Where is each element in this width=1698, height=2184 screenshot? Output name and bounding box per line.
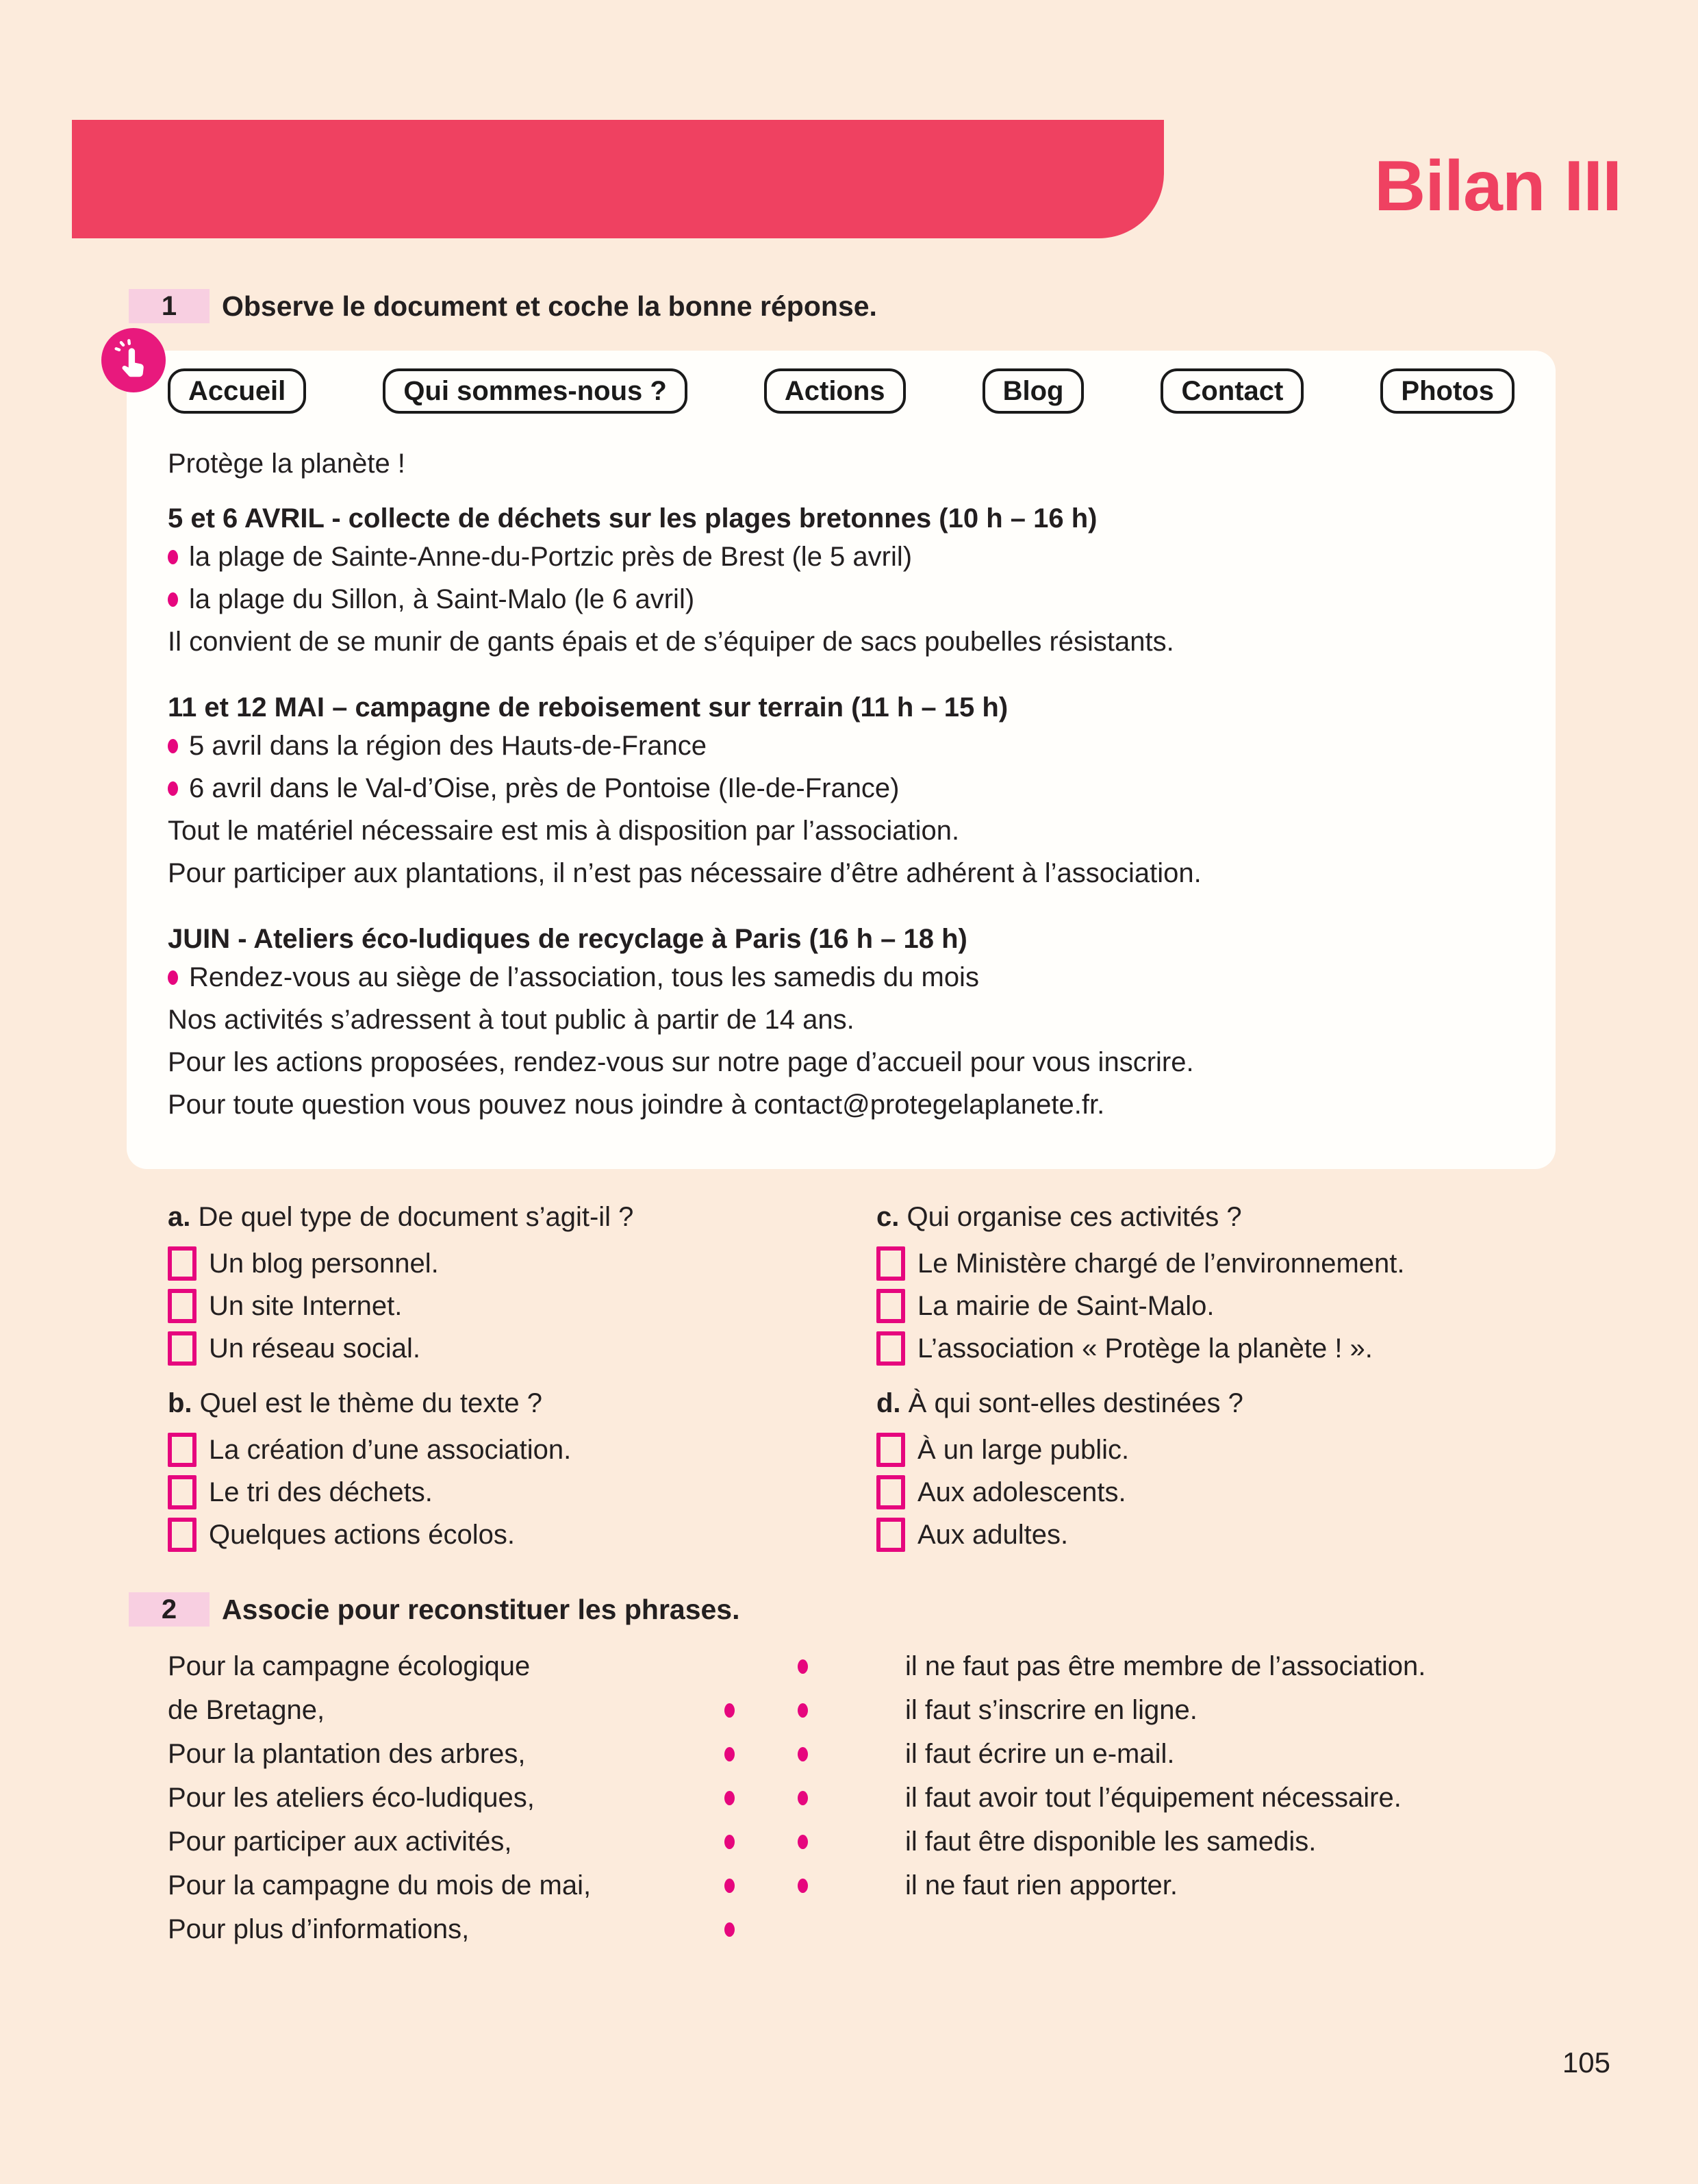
match-right-dot[interactable] (798, 1879, 808, 1893)
match-left-dot[interactable] (724, 1835, 735, 1849)
exercise-2-number: 2 (129, 1592, 210, 1627)
question-b (168, 1386, 876, 1556)
checkbox[interactable] (168, 1331, 197, 1366)
bullet-dot-icon (168, 592, 178, 607)
match-right-text: il faut avoir tout l’équipement nécessaire. (905, 1782, 1402, 1813)
match-left-dot[interactable] (724, 1747, 735, 1761)
section-note: Tout le matériel nécessaire est mis à disposition par l’association. (168, 816, 960, 846)
match-right-dot[interactable] (798, 1659, 808, 1674)
answer-option: Un réseau social. (168, 1327, 876, 1370)
match-left-text: Pour la campagne du mois de mai, (168, 1870, 592, 1900)
bullet-item: 5 avril dans la région des Hauts-de-France (168, 725, 1515, 767)
checkbox[interactable] (876, 1289, 905, 1323)
question-text: Qui organise ces activités ? (907, 1202, 1242, 1232)
match-left-text: Pour plus d’informations, (168, 1913, 470, 1944)
match-left-text: de Bretagne, (168, 1694, 325, 1725)
match-right-dot[interactable] (798, 1747, 808, 1761)
site-nav (168, 368, 1515, 414)
match-row (168, 1863, 1530, 1907)
nav-item-actions[interactable]: Actions (764, 368, 906, 414)
match-right-text: il faut écrire un e-mail. (905, 1738, 1175, 1769)
match-row (168, 1820, 1530, 1863)
exercise-1-title: Observe le document et coche la bonne réponse. (222, 290, 877, 322)
match-row (168, 1644, 1530, 1688)
match-right-dot[interactable] (798, 1835, 808, 1849)
match-left-dot[interactable] (724, 1703, 735, 1718)
bullet-item: Rendez-vous au siège de l’association, tous les samedis du mois (168, 956, 1515, 999)
match-row (168, 1732, 1530, 1776)
exercise-1-number: 1 (129, 289, 210, 323)
checkbox[interactable] (876, 1475, 905, 1509)
question-text: De quel type de document s’agit-il ? (198, 1202, 634, 1232)
checkbox[interactable] (168, 1518, 197, 1552)
answer-option: Le Ministère chargé de l’environnement. (876, 1242, 1530, 1285)
question-label: c. (876, 1202, 900, 1232)
section-note: Il convient de se munir de gants épais et de s’équiper de sacs poubelles résistants. (168, 627, 1174, 657)
answer-option: À un large public. (876, 1429, 1530, 1471)
question-label: a. (168, 1202, 191, 1232)
checkbox[interactable] (168, 1289, 197, 1323)
answer-option: Quelques actions écolos. (168, 1514, 876, 1556)
checkbox[interactable] (876, 1246, 905, 1281)
bullet-item: 6 avril dans le Val-d’Oise, près de Pontoise (Ile-de-France) (168, 767, 1515, 809)
nav-item-blog[interactable]: Blog (983, 368, 1085, 414)
page-number: 105 (1562, 2046, 1610, 2079)
doc-section-avril (168, 501, 1515, 663)
checkbox[interactable] (876, 1433, 905, 1467)
match-row (168, 1688, 1530, 1732)
question-d (876, 1386, 1530, 1556)
answer-option: Un site Internet. (168, 1285, 876, 1327)
match-left-text: Pour les ateliers éco-ludiques, (168, 1782, 535, 1813)
answer-option: Aux adolescents. (876, 1471, 1530, 1514)
question-label: d. (876, 1388, 901, 1418)
nav-item-contact[interactable]: Contact (1161, 368, 1304, 414)
checkbox[interactable] (168, 1475, 197, 1509)
answer-option: Un blog personnel. (168, 1242, 876, 1285)
match-left-text: Pour la campagne écologique (168, 1650, 531, 1681)
checkbox[interactable] (876, 1518, 905, 1552)
match-right-dot[interactable] (798, 1703, 808, 1718)
match-right-text: il faut s’inscrire en ligne. (905, 1694, 1198, 1725)
answer-option: Aux adultes. (876, 1514, 1530, 1556)
page-title: Bilan III (1374, 147, 1621, 226)
header-banner (72, 120, 1164, 238)
match-left-dot[interactable] (724, 1922, 735, 1937)
checkbox[interactable] (876, 1331, 905, 1366)
answer-option: Le tri des déchets. (168, 1471, 876, 1514)
nav-item-qui-sommes-nous[interactable]: Qui sommes-nous ? (383, 368, 687, 414)
question-label: b. (168, 1388, 192, 1418)
nav-item-photos[interactable]: Photos (1380, 368, 1515, 414)
match-left-dot[interactable] (724, 1791, 735, 1805)
exercise-1-header (129, 289, 877, 323)
question-text: À qui sont-elles destinées ? (908, 1388, 1243, 1418)
section-heading: JUIN - Ateliers éco-ludiques de recyclage à Paris (16 h – 18 h) (168, 924, 967, 954)
bullet-dot-icon (168, 781, 178, 796)
bullet-item: la plage de Sainte-Anne-du-Portzic près de Brest (le 5 avril) (168, 536, 1515, 578)
section-note: Pour toute question vous pouvez nous joindre à contact@protegelaplanete.fr. (168, 1090, 1105, 1120)
question-text: Quel est le thème du texte ? (199, 1388, 542, 1418)
section-note: Nos activités s’adressent à tout public à partir de 14 ans. (168, 1005, 854, 1035)
match-row (168, 1907, 1530, 1951)
exercise-2-header (129, 1592, 740, 1627)
exercise-2-title: Associe pour reconstituer les phrases. (222, 1593, 740, 1625)
section-note: Pour les actions proposées, rendez-vous sur notre page d’accueil pour vous inscrire. (168, 1047, 1194, 1077)
doc-section-mai (168, 690, 1515, 894)
checkbox[interactable] (168, 1433, 197, 1467)
checkbox[interactable] (168, 1246, 197, 1281)
questions (168, 1200, 1530, 1556)
nav-item-accueil[interactable]: Accueil (168, 368, 306, 414)
match-right-text: il ne faut rien apporter. (905, 1870, 1178, 1900)
match-right-text: il faut être disponible les samedis. (905, 1826, 1317, 1857)
answer-option: L’association « Protège la planète ! ». (876, 1327, 1530, 1370)
answer-option: La création d’une association. (168, 1429, 876, 1471)
match-row (168, 1776, 1530, 1820)
bullet-dot-icon (168, 739, 178, 753)
match-right-dot[interactable] (798, 1791, 808, 1805)
section-note: Pour participer aux plantations, il n’est pas nécessaire d’être adhérent à l’association. (168, 858, 1202, 888)
doc-section-juin (168, 922, 1515, 1126)
match-right-text: il ne faut pas être membre de l’association. (905, 1650, 1426, 1681)
matching-exercise (168, 1644, 1530, 1951)
match-left-text: Pour la plantation des arbres, (168, 1738, 526, 1769)
click-hand-icon (101, 328, 166, 392)
question-a (168, 1200, 876, 1370)
bullet-dot-icon (168, 970, 178, 985)
section-heading: 11 et 12 MAI – campagne de reboisement sur terrain (11 h – 15 h) (168, 692, 1009, 723)
bullet-dot-icon (168, 550, 178, 564)
match-left-dot[interactable] (724, 1879, 735, 1893)
match-left-text: Pour participer aux activités, (168, 1826, 512, 1857)
website-document (127, 351, 1556, 1169)
section-heading: 5 et 6 AVRIL - collecte de déchets sur les plages bretonnes (10 h – 16 h) (168, 503, 1098, 534)
site-intro: Protège la planète ! (168, 449, 405, 479)
question-c (876, 1200, 1530, 1370)
answer-option: La mairie de Saint-Malo. (876, 1285, 1530, 1327)
bullet-item: la plage du Sillon, à Saint-Malo (le 6 avril) (168, 578, 1515, 620)
